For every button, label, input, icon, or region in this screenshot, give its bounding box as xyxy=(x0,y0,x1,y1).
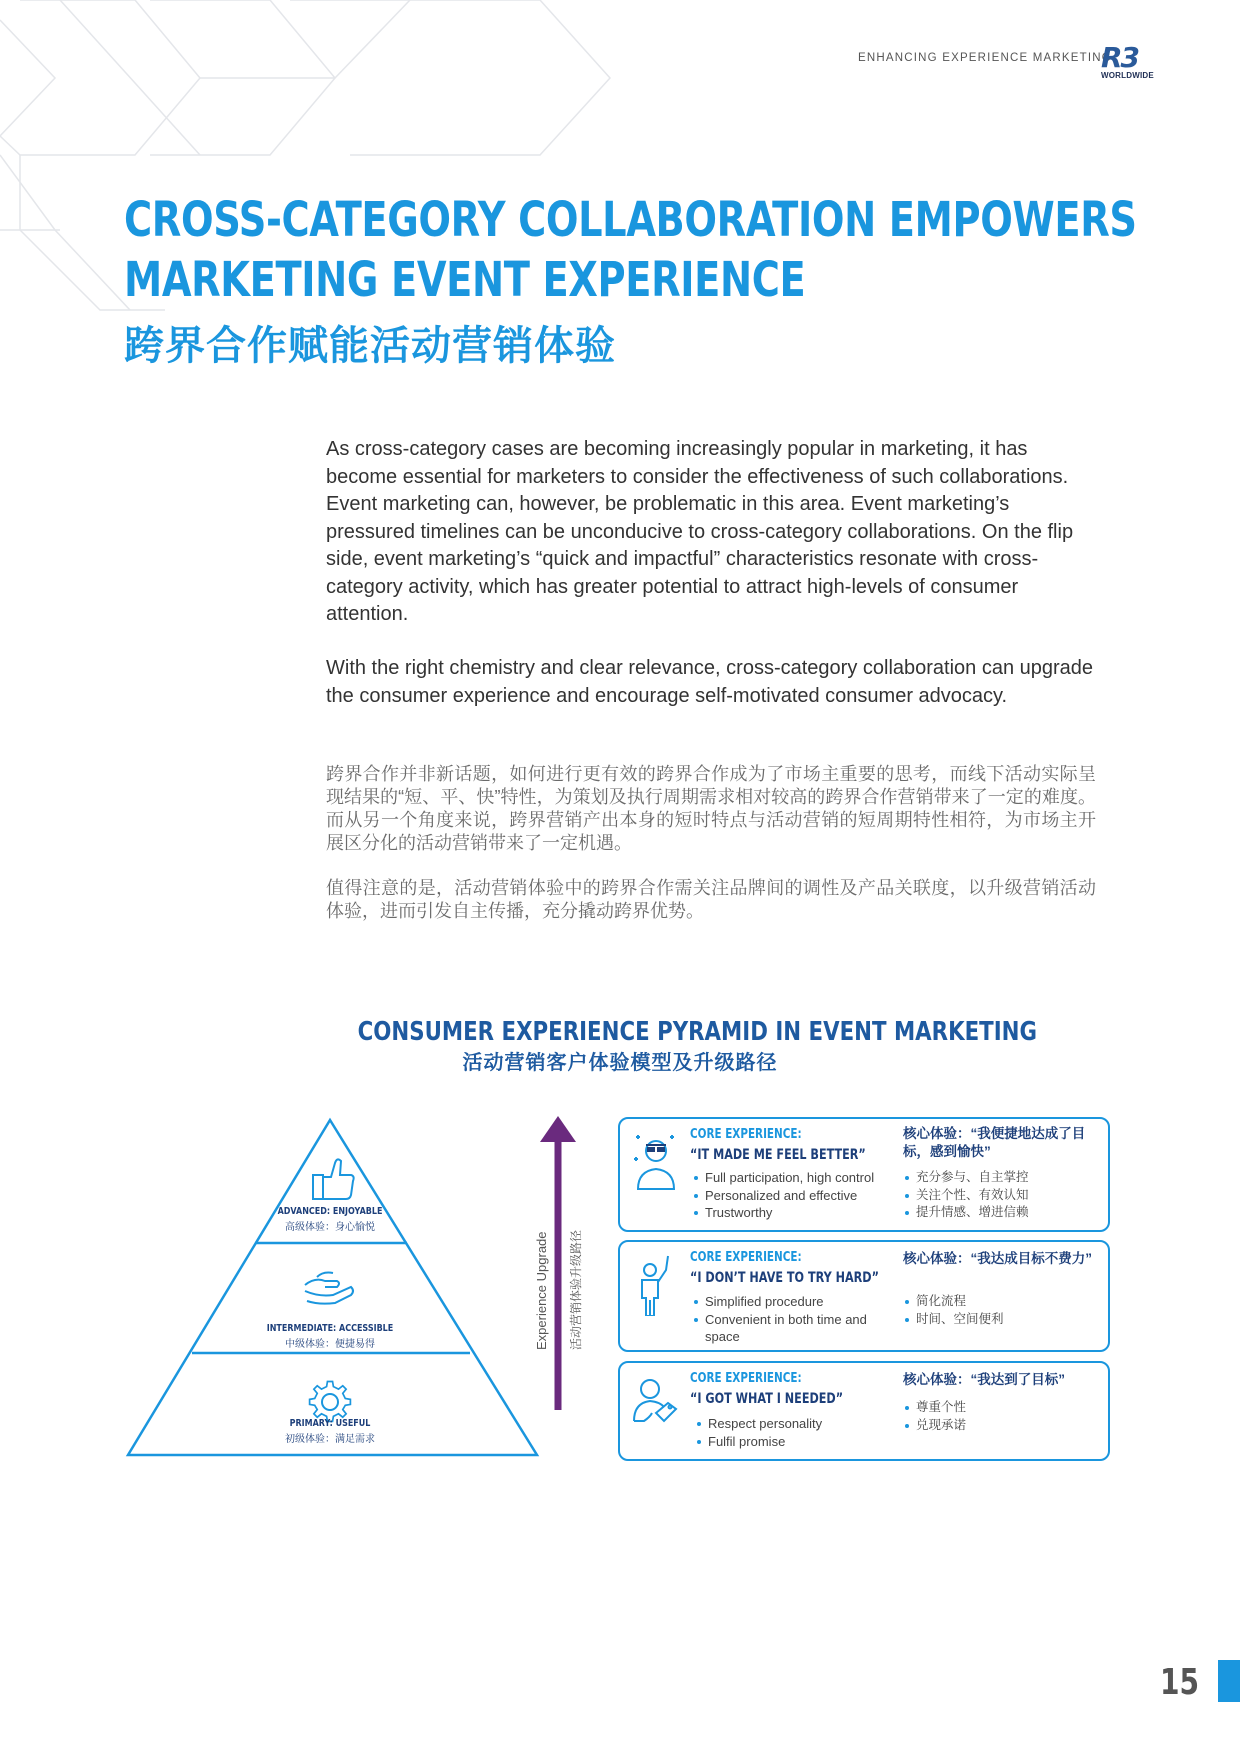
page-title-cn: 跨界合作赋能活动营销体验 xyxy=(124,323,616,369)
body-paragraph-1: As cross-category cases are becoming increasingly popular in marketing, it has become essential for marketers to consider the effectiveness of such collaborations. Event marketing can, however, be problematic in this area. Event marketing’s pressured timelines can be unconducive to cross-category collaborations. On the flip side, event marketing’s “quick and impactful” characteristics resonate with cross-category activity, which has greater potential to attract high-levels of consumer attention. xyxy=(326,438,1074,625)
section-header: ENHANCING EXPERIENCE MARKETING xyxy=(858,52,1112,64)
card-label: CORE EXPERIENCE: xyxy=(690,1127,802,1142)
chart-subtitle: 活动营销客户体验模型及升级路径 xyxy=(462,1052,778,1074)
thumbs-up-icon xyxy=(313,1159,354,1199)
list-item: 时间、空间便利 xyxy=(903,1311,1103,1329)
logo-mark: R3 xyxy=(1101,41,1139,74)
card-bullets-en xyxy=(695,1415,895,1450)
list-item: Respect personality xyxy=(695,1415,895,1433)
list-item: Trustworthy xyxy=(692,1204,907,1222)
card-label: CORE EXPERIENCE: xyxy=(690,1250,802,1265)
person-raising-hand-icon xyxy=(630,1252,678,1316)
page-title xyxy=(124,190,1137,310)
pyramid-level-primary-cn: 初级体验：满足需求 xyxy=(285,1434,375,1445)
list-item: 关注个性、有效认知 xyxy=(903,1187,1103,1205)
person-sunglasses-icon xyxy=(630,1129,678,1193)
list-item: 兑现承诺 xyxy=(903,1417,1103,1435)
pyramid-level-intermediate xyxy=(220,1323,440,1350)
card-quote: “IT MADE ME FEEL BETTER” xyxy=(690,1147,866,1163)
person-price-tag-icon xyxy=(630,1373,678,1437)
pyramid-level-primary xyxy=(220,1418,440,1445)
card-title-cn: 核心体验：“我达到了目标” xyxy=(903,1372,1065,1387)
experience-card-intermediate xyxy=(618,1240,1110,1352)
list-item: Fulfil promise xyxy=(695,1433,895,1451)
page-number: 15 xyxy=(1160,1662,1200,1703)
list-item: Full participation, high control xyxy=(692,1169,907,1187)
list-item: Personalized and effective xyxy=(692,1187,907,1205)
pyramid-level-primary-en: PRIMARY: USEFUL xyxy=(289,1418,371,1429)
list-item: 充分参与、自主掌控 xyxy=(903,1169,1103,1187)
experience-card-primary xyxy=(618,1361,1110,1461)
gear-icon xyxy=(310,1382,351,1422)
card-title-cn: 核心体验：“我便捷地达成了目标，感到愉快” xyxy=(903,1126,1086,1159)
title-line-1: CROSS-CATEGORY COLLABORATION EMPOWERS xyxy=(124,192,1137,248)
list-item: 简化流程 xyxy=(903,1293,1103,1311)
pyramid-level-advanced-en: ADVANCED: ENJOYABLE xyxy=(277,1206,383,1217)
pyramid-level-intermediate-cn: 中级体验：便捷易得 xyxy=(285,1339,375,1350)
card-quote: “I DON’T HAVE TO TRY HARD” xyxy=(690,1270,879,1286)
pyramid-level-intermediate-en: INTERMEDIATE: ACCESSIBLE xyxy=(266,1323,394,1334)
card-bullets-cn xyxy=(903,1293,1103,1328)
card-bullets-cn xyxy=(903,1169,1103,1222)
card-title-cn: 核心体验：“我达成目标不费力” xyxy=(903,1251,1092,1266)
page-number-accent-bar xyxy=(1218,1660,1240,1702)
company-logo xyxy=(1101,41,1157,84)
body-paragraph-cn-1: 跨界合作并非新话题，如何进行更有效的跨界合作成为了市场主重要的思考，而线下活动实际呈现结果的“短、平、快”特性，为策划及执行周期需求相对较高的跨界合作营销带来了一定的难度。而从另一个角度来说，跨界营销产出本身的短时特点与活动营销的短周期特性相符，为市场主开展区分化的活动营销带来了一定机遇。 xyxy=(326,764,1096,853)
body-paragraph-2: With the right chemistry and clear relevance, cross-category collaboration can upgrade the consumer experience and encourage self-motivated consumer advocacy. xyxy=(326,657,1094,707)
title-line-2: MARKETING EVENT EXPERIENCE xyxy=(124,252,806,308)
card-label: CORE EXPERIENCE: xyxy=(690,1371,802,1386)
list-item: 尊重个性 xyxy=(903,1399,1103,1417)
pyramid-level-advanced-cn: 高级体验：身心愉悦 xyxy=(285,1222,375,1233)
pyramid-level-advanced xyxy=(220,1206,440,1233)
body-paragraph-cn-2: 值得注意的是，活动营销体验中的跨界合作需关注品牌间的调性及产品关联度，以升级营销活动体验，进而引发自主传播，充分撬动跨界优势。 xyxy=(326,878,1096,921)
card-bullets-en xyxy=(692,1293,892,1346)
list-item: Simplified procedure xyxy=(692,1293,892,1311)
experience-pyramid xyxy=(125,1115,545,1460)
logo-subtitle: WORLDWIDE xyxy=(1101,71,1154,80)
hand-icon xyxy=(305,1273,353,1304)
chart-title: CONSUMER EXPERIENCE PYRAMID IN EVENT MARKETING xyxy=(357,1017,1038,1047)
card-bullets-cn xyxy=(903,1399,1103,1434)
list-item: Convenient in both time and space xyxy=(692,1311,892,1346)
card-quote: “I GOT WHAT I NEEDED” xyxy=(690,1391,844,1407)
axis-label-en: Experience Upgrade xyxy=(534,1231,549,1350)
card-bullets-en xyxy=(692,1169,907,1222)
list-item: 提升情感、增进信赖 xyxy=(903,1204,1103,1222)
experience-card-advanced xyxy=(618,1117,1110,1232)
axis-label-cn: 活动营销体验升级路径 xyxy=(569,1229,583,1350)
